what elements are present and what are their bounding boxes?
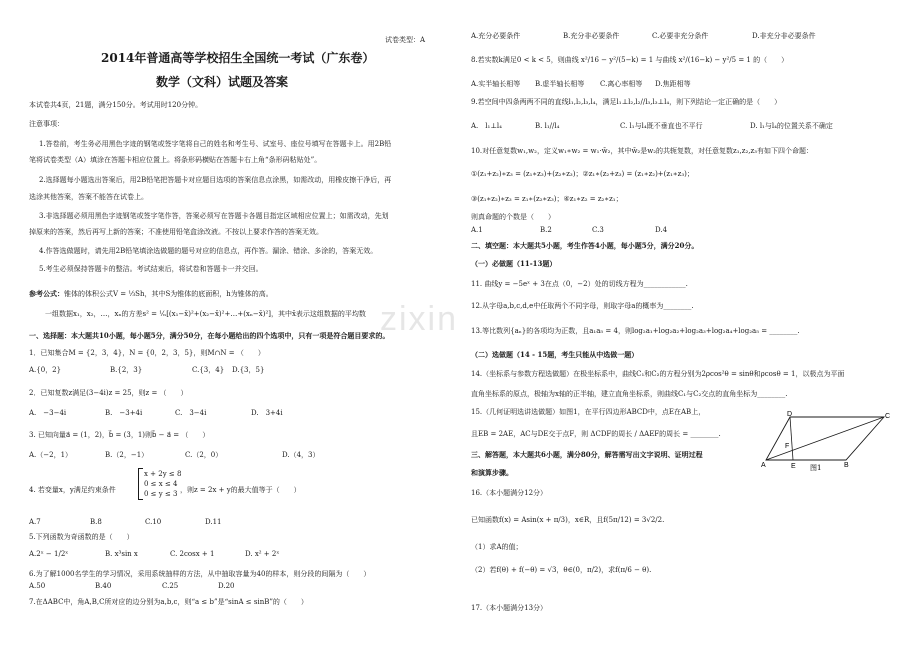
question-3: 3. 已知向量a⃗ = (1，2)，b⃗ = (3，1)则b⃗ − a⃗ = （ ） [29,431,210,439]
q1-option-d: D.{3，5} [232,366,265,374]
q16-part-2: （2）若f(θ) + f(−θ) = √3，θ∈(0，π/2)，求f(π/6 − θ). [471,566,652,574]
q9-option-b: B. l₁//l₄ [535,122,560,130]
question-1: 1．已知集合M = {2，3，4}，N = {0，2，3，5}，则M∩N = （ ） [29,349,265,357]
question-2: 2．已知复数z满足(3−4i)z = 25，则z = （ ） [29,389,188,397]
q4-constraint-2: 0 ≤ x ≤ 4 [144,480,178,488]
q8-option-a: A.实半轴长相等 [471,80,521,88]
q7-option-a: A.充分必要条件 [471,32,521,40]
q3-option-c: C.（2，0） [185,451,223,459]
watermark: zixin [380,300,459,338]
q8-option-c: C.离心率相等 [600,80,643,88]
q10-option-b: B.2 [540,226,552,234]
notice-2b: 选涂其他答案，答案不能答在试卷上。 [29,193,148,201]
segment-de [790,417,793,460]
q6-option-c: C.25 [162,582,179,590]
question-6: 6.为了解1000名学生的学习情况，采用系统抽样的方法，从中抽取容量为40的样本，则分段的间隔为（ ） [29,570,371,578]
q1-option-a: A.{0，2} [29,366,62,374]
q2-option-d: D. 3+4i [251,409,283,417]
q8-option-b: B.虚半轴长相等 [535,80,585,88]
q5-option-b: B. x³sin x [105,550,138,558]
q16-part-1: （1）求A的值； [471,543,523,551]
paper-type: 试卷类型：A [385,36,426,44]
q4-constraint-1: x + 2y ≤ 8 [144,470,182,478]
q3-option-d: D.（4，3） [282,451,320,459]
notice-2a: 2.选择题每小题选出答案后，用2B铅笔把答题卡对应题目选项的答案信息点涂黑，如需改动，用橡皮擦干净后，再 [39,176,392,184]
q4-option-b: B.8 [90,518,102,526]
q6-option-a: A.50 [29,582,46,590]
q9-option-d: D. l₁与l₄的位置关系不确定 [750,122,833,130]
q4-option-c: C.10 [145,518,162,526]
intro-line: 本试卷共4页，21题，满分150分。考试用时120分钟。 [29,101,203,109]
notice-3b: 掉原来的答案，然后再写上新的答案；不准使用铅笔盒涂改液。不按以上要求作答的答案无效。 [29,228,323,236]
q4-option-d: D.11 [205,518,222,526]
q10-question: 则真命题的个数是（ ） [471,213,555,221]
ref-formula: 锥体的体积公式V = ⅓Sh，其中S为锥体的底面积，h为锥体的高。 [64,290,273,298]
q10-propositions-1: ①(z₁+z₂)∗z₃ = (z₁∗z₃)+(z₂∗z₃)；②z₁∗(z₂+z₃) = (z₁∗z₂)+(z₁∗z₃)； [471,170,694,178]
q8-option-d: D.焦距相等 [655,80,691,88]
question-10: 10.对任意复数w₁,w₂，定义w₁∗w₂ = w₁·w̄₂，其中w̄₂是w₂的共轭复数，对任意复数z₁,z₂,z₃有如下四个命题： [471,147,813,155]
page-subtitle: 数学（文科）试题及答案 [156,75,289,89]
q10-option-a: A.1 [471,226,483,234]
q7-option-b: B.充分非必要条件 [563,32,620,40]
section3-heading-2: 和演算步骤。 [471,468,513,477]
q2-option-b: B. −3+4i [105,409,143,417]
constraint-brace [138,468,143,500]
question-14b: 直角坐标系的原点，极轴为x轴的正半轴，建立直角坐标系，则曲线C₁与C₂交点的直角坐标为________. [471,390,788,398]
q1-option-b: B.{2，3} [110,366,143,374]
q10-option-d: D.4 [655,226,668,234]
section1-heading: 一、选择题：本大题共10小题，每小题5分，满分50分，在每小题给出的四个选项中，只有一项是符合题目要求的。 [29,331,390,340]
notice-1b: 笔将试卷类型（A）填涂在答题卡相应位置上。将条形码横贴在答题卡右上角“条形码粘贴处”。 [29,156,322,164]
question-17: 17.（本小题满分13分） [471,604,548,612]
question-13: 13.等比数列{aₙ}的各项均为正数，且a₁a₅ = 4，则log₂a₁+log₂a₂+log₂a₃+log₂a₄+log₂a₅ = ________. [471,327,800,335]
q5-option-a: A.2ˣ − 1/2ˣ [29,550,69,558]
question-4-tail: ，则z = 2x + y的最大值等于（ ） [180,486,301,494]
diagonal-ac [766,417,884,460]
section2-sub1: （一）必做题（11-13题） [471,259,557,268]
q10-propositions-2: ③(z₁∗z₂)∗z₃ = z₁∗(z₂∗z₃)；④z₁∗z₂ = z₂∗z₁； [471,195,623,203]
label-d: D [787,411,793,418]
figure-1-parallelogram [760,410,890,472]
question-11: 11. 曲线y = −5eˣ + 3在点（0，−2）处的切线方程为____________. [471,280,688,288]
section2-heading: 二、填空题：本大题共5小题，考生作答4小题，每小题5分，满分20分。 [471,241,699,250]
q7-option-c: C.必要非充分条件 [652,32,709,40]
question-16: 16.（本小题满分12分） [471,489,548,497]
notice-heading: 注意事项： [29,120,64,128]
q6-option-d: D.20 [218,582,235,590]
notice-3a: 3.非选择题必须用黑色字迹钢笔或签字笔作答，答案必须写在答题卡各题目指定区域相应位置上；如需改动，先划 [39,212,389,220]
question-15a: 15.（几何证明选讲选做题）如图1，在平行四边形ABCD中，点E在AB上， [471,408,706,416]
q2-option-a: A. −3−4i [29,409,67,417]
question-14a: 14.（坐标系与参数方程选做题）在极坐标系中，曲线C₁和C₂的方程分别为2ρcos²θ = sinθ和ρcosθ = 1，以极点为平面 [471,370,845,378]
q16-function: 已知函数f(x) = Asin(x + π/3)，x∈R，且f(5π/12) = 3√2/2. [471,516,665,524]
ref-formula-variance: 一组数据x₁，x₂，…，xₙ的方差s² = ¹⁄ₙ[(x₁−x̄)²+(x₂−x̄)²+…+(xₙ−x̄)²]，其中x̄表示这组数据的平均数 [45,310,366,318]
q3-option-b: B.（2，−1） [105,451,149,459]
page-title: 2014年普通高等学校招生全国统一考试（广东卷） [101,51,375,65]
q9-option-c: C. l₁与l₄既不垂直也不平行 [620,122,703,130]
label-a: A [761,462,766,469]
label-e: E [791,463,796,470]
notice-1a: 1.答卷前，考生务必用黑色字迹的钢笔或签字笔将自己的姓名和考生号、试室号、座位号填写在答题卡上。用2B铅 [39,140,392,148]
q7-option-d: D.非充分非必要条件 [752,32,816,40]
question-5: 5.下列函数为奇函数的是（ ） [29,533,134,541]
figure-caption: 图1 [810,464,822,472]
question-9: 9.若空间中四条两两不同的直线l₁,l₂,l₃,l₄，满足l₁⊥l₂,l₂//l₃,l₃⊥l₄，则下列结论一定正确的是（ ） [471,98,782,106]
label-c: C [885,413,890,420]
label-f: F [785,443,790,450]
q5-option-c: C. 2cosx + 1 [170,550,215,558]
question-15b: 且EB = 2AE，AC与DE交于点F，则 ΔCDF的周长 / ΔAEF的周长 = ________. [471,430,721,438]
q4-constraint-3: 0 ≤ y ≤ 3 [144,490,178,498]
label-b: B [844,462,849,469]
q9-option-a: A. l₁⊥l₄ [471,122,502,130]
question-8: 8.若实数k满足0 < k < 5，则曲线 x²/16 − y²/(5−k) = 1 与曲线 x²/(16−k) − y²/5 = 1 的（ ） [471,56,789,64]
q10-option-c: C.3 [592,226,604,234]
q4-option-a: A.7 [29,518,41,526]
q6-option-b: B.40 [95,582,112,590]
q3-option-a: A.（−2，1） [29,451,73,459]
notice-5: 5.考生必须保持答题卡的整洁。考试结束后，将试卷和答题卡一并交回。 [39,265,263,273]
q1-option-c: C.{3，4} [192,366,225,374]
question-4: 4. 若变量x，y满足约束条件 [29,486,116,494]
notice-4: 4.作答选做题时，请先用2B铅笔填涂选做题的题号对应的信息点，再作答。漏涂、错涂、多涂的，答案无效。 [39,247,378,255]
ref-label: 参考公式： [29,289,64,298]
q5-option-d: D. x² + 2ˣ [245,550,280,558]
question-7: 7.在ΔABC中，角A,B,C所对应的边分别为a,b,c，则“a ≤ b”是“sinA ≤ sinB”的（ ） [29,598,308,606]
question-12: 12.从字母a,b,c,d,e中任取两个不同字母，则取字母a的概率为________. [471,302,694,310]
section2-sub2: （二）选做题（14 - 15题，考生只能从中选做一题） [471,350,639,359]
q2-option-c: C. 3−4i [175,409,207,417]
section3-heading: 三、解答题，本大题共6小题，满分80分，解答需写出文字说明、证明过程 [471,450,703,459]
